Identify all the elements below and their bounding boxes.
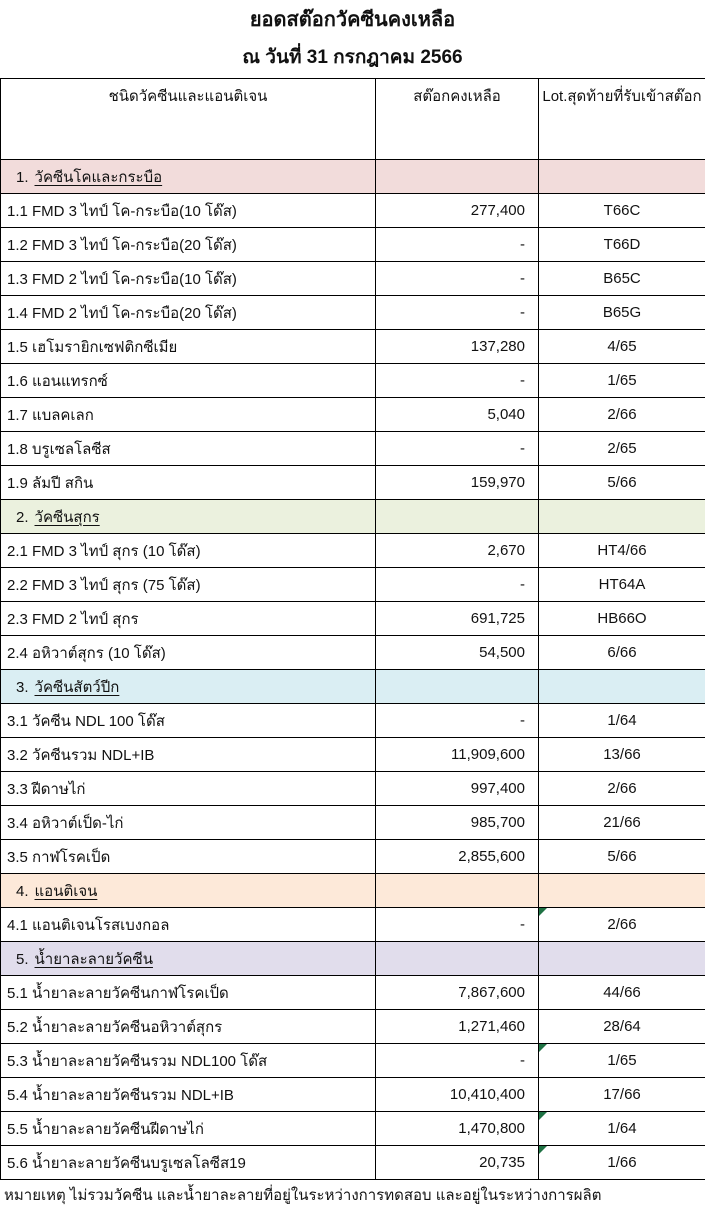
table-row — [1, 908, 705, 942]
page-subtitle: ณ วันที่ 31 กรกฎาคม 2566 — [0, 46, 705, 70]
table-row — [1, 534, 705, 568]
lot-value: 5/66 — [607, 848, 636, 865]
stock-value-cell: 7,867,600 — [376, 976, 539, 1010]
lot-value: B65C — [603, 270, 641, 287]
section-empty-stock-cell — [376, 874, 539, 908]
lot-value-cell — [539, 1146, 705, 1180]
table-row — [1, 772, 705, 806]
stock-value-cell: 691,725 — [376, 602, 539, 636]
column-header-last-lot: Lot.สุดท้ายที่รับเข้าสต๊อก — [539, 79, 705, 160]
lot-value-cell — [539, 1078, 705, 1112]
table-row — [1, 432, 705, 466]
vaccine-name-cell: 1.9 ลัมปี สกิน — [1, 466, 376, 500]
section-title: วัคซีนโคและกระบือ — [35, 169, 163, 186]
lot-value-cell — [539, 568, 705, 602]
section-title: วัคซีนสัตว์ปีก — [35, 679, 120, 696]
stock-value-cell: - — [376, 908, 539, 942]
section-header-cell — [1, 874, 376, 908]
table-row — [1, 466, 705, 500]
section-header-row — [1, 670, 705, 704]
stock-value-cell: 11,909,600 — [376, 738, 539, 772]
section-header-row — [1, 874, 705, 908]
stock-value-cell: - — [376, 432, 539, 466]
stock-value-cell: 2,855,600 — [376, 840, 539, 874]
lot-value: 1/64 — [607, 1120, 636, 1137]
table-row — [1, 1010, 705, 1044]
lot-value-cell — [539, 840, 705, 874]
vaccine-name-cell: 2.1 FMD 3 ไทป์ สุกร (10 โด๊ส) — [1, 534, 376, 568]
stock-value-cell: 1,470,800 — [376, 1112, 539, 1146]
lot-value-cell — [539, 262, 705, 296]
stock-value-cell: 277,400 — [376, 194, 539, 228]
stock-value-cell: - — [376, 262, 539, 296]
section-empty-lot-cell — [539, 874, 705, 908]
comment-marker-icon — [539, 1146, 547, 1154]
stock-value-cell: 997,400 — [376, 772, 539, 806]
vaccine-name-cell: 2.3 FMD 2 ไทป์ สุกร — [1, 602, 376, 636]
table-row — [1, 1112, 705, 1146]
vaccine-name-cell: 1.3 FMD 2 ไทป์ โค-กระบือ(10 โด๊ส) — [1, 262, 376, 296]
vaccine-name-cell: 5.3 น้ำยาละลายวัคซีนรวม NDL100 โด๊ส — [1, 1044, 376, 1078]
stock-value-cell: - — [376, 364, 539, 398]
section-header-row — [1, 160, 705, 194]
lot-value-cell — [539, 1044, 705, 1078]
table-row — [1, 636, 705, 670]
lot-value: 44/66 — [603, 984, 641, 1001]
vaccine-name-cell: 3.1 วัคซีน NDL 100 โด๊ส — [1, 704, 376, 738]
vaccine-name-cell: 5.5 น้ำยาละลายวัคซีนฝีดาษไก่ — [1, 1112, 376, 1146]
vaccine-name-cell: 1.2 FMD 3 ไทป์ โค-กระบือ(20 โด๊ส) — [1, 228, 376, 262]
section-empty-lot-cell — [539, 160, 705, 194]
vaccine-name-cell: 1.1 FMD 3 ไทป์ โค-กระบือ(10 โด๊ส) — [1, 194, 376, 228]
lot-value-cell — [539, 806, 705, 840]
stock-value-cell: 159,970 — [376, 466, 539, 500]
stock-value-cell: - — [376, 296, 539, 330]
section-number: 3. — [16, 679, 29, 696]
lot-value: B65G — [603, 304, 641, 321]
vaccine-name-cell: 1.5 เฮโมรายิกเซฟติกซีเมีย — [1, 330, 376, 364]
section-title: วัคซีนสุกร — [35, 509, 100, 526]
lot-value: 17/66 — [603, 1086, 641, 1103]
vaccine-name-cell: 1.4 FMD 2 ไทป์ โค-กระบือ(20 โด๊ส) — [1, 296, 376, 330]
section-empty-lot-cell — [539, 670, 705, 704]
lot-value-cell — [539, 738, 705, 772]
section-number: 4. — [16, 883, 29, 900]
section-empty-lot-cell — [539, 942, 705, 976]
section-number: 2. — [16, 509, 29, 526]
lot-value: T66D — [604, 236, 641, 253]
table-row — [1, 602, 705, 636]
vaccine-name-cell: 5.6 น้ำยาละลายวัคซีนบรูเซลโลซีส19 — [1, 1146, 376, 1180]
vaccine-name-cell: 1.7 แบลคเลก — [1, 398, 376, 432]
table-row — [1, 296, 705, 330]
lot-value: 2/66 — [607, 916, 636, 933]
lot-value: 1/65 — [607, 1052, 636, 1069]
vaccine-name-cell: 3.4 อหิวาต์เป็ด-ไก่ — [1, 806, 376, 840]
stock-value-cell: 2,670 — [376, 534, 539, 568]
table-row — [1, 330, 705, 364]
lot-value: HB66O — [597, 610, 646, 627]
lot-value-cell — [539, 228, 705, 262]
section-empty-stock-cell — [376, 500, 539, 534]
section-header-cell — [1, 942, 376, 976]
lot-value: 1/66 — [607, 1154, 636, 1171]
table-row — [1, 738, 705, 772]
stock-value-cell: - — [376, 568, 539, 602]
table-header-row — [1, 79, 705, 160]
vaccine-name-cell: 2.4 อหิวาต์สุกร (10 โด๊ส) — [1, 636, 376, 670]
lot-value-cell — [539, 398, 705, 432]
lot-value-cell — [539, 1010, 705, 1044]
table-row — [1, 568, 705, 602]
section-empty-stock-cell — [376, 670, 539, 704]
comment-marker-icon — [539, 1112, 547, 1120]
stock-value-cell: 5,040 — [376, 398, 539, 432]
section-header-row — [1, 942, 705, 976]
section-empty-stock-cell — [376, 160, 539, 194]
vaccine-name-cell: 5.4 น้ำยาละลายวัคซีนรวม NDL+IB — [1, 1078, 376, 1112]
lot-value-cell — [539, 704, 705, 738]
lot-value-cell — [539, 364, 705, 398]
stock-value-cell: 985,700 — [376, 806, 539, 840]
lot-value-cell — [539, 534, 705, 568]
lot-value-cell — [539, 636, 705, 670]
footnote: หมายเหตุ ไม่รวมวัคซีน และน้ำยาละลายที่อยู่ในระหว่างการทดสอบ และอยู่ในระหว่างการผลิต — [0, 1185, 705, 1207]
vaccine-name-cell: 2.2 FMD 3 ไทป์ สุกร (75 โด๊ส) — [1, 568, 376, 602]
stock-value-cell: 1,271,460 — [376, 1010, 539, 1044]
lot-value: 6/66 — [607, 644, 636, 661]
lot-value: 2/66 — [607, 406, 636, 423]
table-row — [1, 840, 705, 874]
vaccine-name-cell: 5.1 น้ำยาละลายวัคซีนกาฬโรคเป็ด — [1, 976, 376, 1010]
lot-value-cell — [539, 908, 705, 942]
section-number: 1. — [16, 169, 29, 186]
lot-value: 13/66 — [603, 746, 641, 763]
vaccine-name-cell: 1.8 บรูเซลโลซีส — [1, 432, 376, 466]
table-row — [1, 398, 705, 432]
comment-marker-icon — [539, 908, 547, 916]
vaccine-name-cell: 4.1 แอนติเจนโรสเบงกอล — [1, 908, 376, 942]
lot-value-cell — [539, 772, 705, 806]
table-row — [1, 1146, 705, 1180]
stock-value-cell: 20,735 — [376, 1146, 539, 1180]
vaccine-name-cell: 3.5 กาฬโรคเป็ด — [1, 840, 376, 874]
stock-value-cell: 137,280 — [376, 330, 539, 364]
stock-value-cell: - — [376, 704, 539, 738]
lot-value-cell — [539, 432, 705, 466]
table-row — [1, 194, 705, 228]
page-title: ยอดสต๊อกวัคซีนคงเหลือ — [0, 7, 705, 33]
lot-value-cell — [539, 466, 705, 500]
column-header-stock-remaining: สต๊อกคงเหลือ — [376, 79, 539, 160]
stock-value-cell: - — [376, 228, 539, 262]
lot-value-cell — [539, 1112, 705, 1146]
section-title: แอนติเจน — [35, 883, 98, 900]
lot-value-cell — [539, 976, 705, 1010]
section-empty-lot-cell — [539, 500, 705, 534]
lot-value: HT4/66 — [597, 542, 646, 559]
vaccine-stock-table — [0, 78, 705, 1180]
lot-value: 1/64 — [607, 712, 636, 729]
column-header-vaccine-type: ชนิดวัคซีนและแอนติเจน — [1, 79, 376, 160]
lot-value: 1/65 — [607, 372, 636, 389]
lot-value: HT64A — [599, 576, 646, 593]
lot-value-cell — [539, 602, 705, 636]
lot-value: 4/65 — [607, 338, 636, 355]
table-row — [1, 364, 705, 398]
title-block — [0, 0, 705, 78]
lot-value: 2/65 — [607, 440, 636, 457]
table-row — [1, 1078, 705, 1112]
lot-value: 21/66 — [603, 814, 641, 831]
section-title: น้ำยาละลายวัคซีน — [35, 951, 153, 968]
vaccine-name-cell: 3.3 ฝีดาษไก่ — [1, 772, 376, 806]
lot-value-cell — [539, 194, 705, 228]
table-row — [1, 228, 705, 262]
stock-value-cell: 54,500 — [376, 636, 539, 670]
table-row — [1, 806, 705, 840]
section-header-row — [1, 500, 705, 534]
lot-value: T66C — [604, 202, 641, 219]
section-header-cell — [1, 500, 376, 534]
table-row — [1, 1044, 705, 1078]
lot-value: 28/64 — [603, 1018, 641, 1035]
section-header-cell — [1, 670, 376, 704]
vaccine-name-cell: 3.2 วัคซีนรวม NDL+IB — [1, 738, 376, 772]
section-empty-stock-cell — [376, 942, 539, 976]
table-row — [1, 704, 705, 738]
lot-value: 2/66 — [607, 780, 636, 797]
stock-value-cell: 10,410,400 — [376, 1078, 539, 1112]
table-row — [1, 976, 705, 1010]
stock-value-cell: - — [376, 1044, 539, 1078]
vaccine-name-cell: 5.2 น้ำยาละลายวัคซีนอหิวาต์สุกร — [1, 1010, 376, 1044]
lot-value-cell — [539, 330, 705, 364]
lot-value-cell — [539, 296, 705, 330]
lot-value: 5/66 — [607, 474, 636, 491]
section-number: 5. — [16, 951, 29, 968]
vaccine-name-cell: 1.6 แอนแทรกซ์ — [1, 364, 376, 398]
table-row — [1, 262, 705, 296]
section-header-cell — [1, 160, 376, 194]
comment-marker-icon — [539, 1044, 547, 1052]
